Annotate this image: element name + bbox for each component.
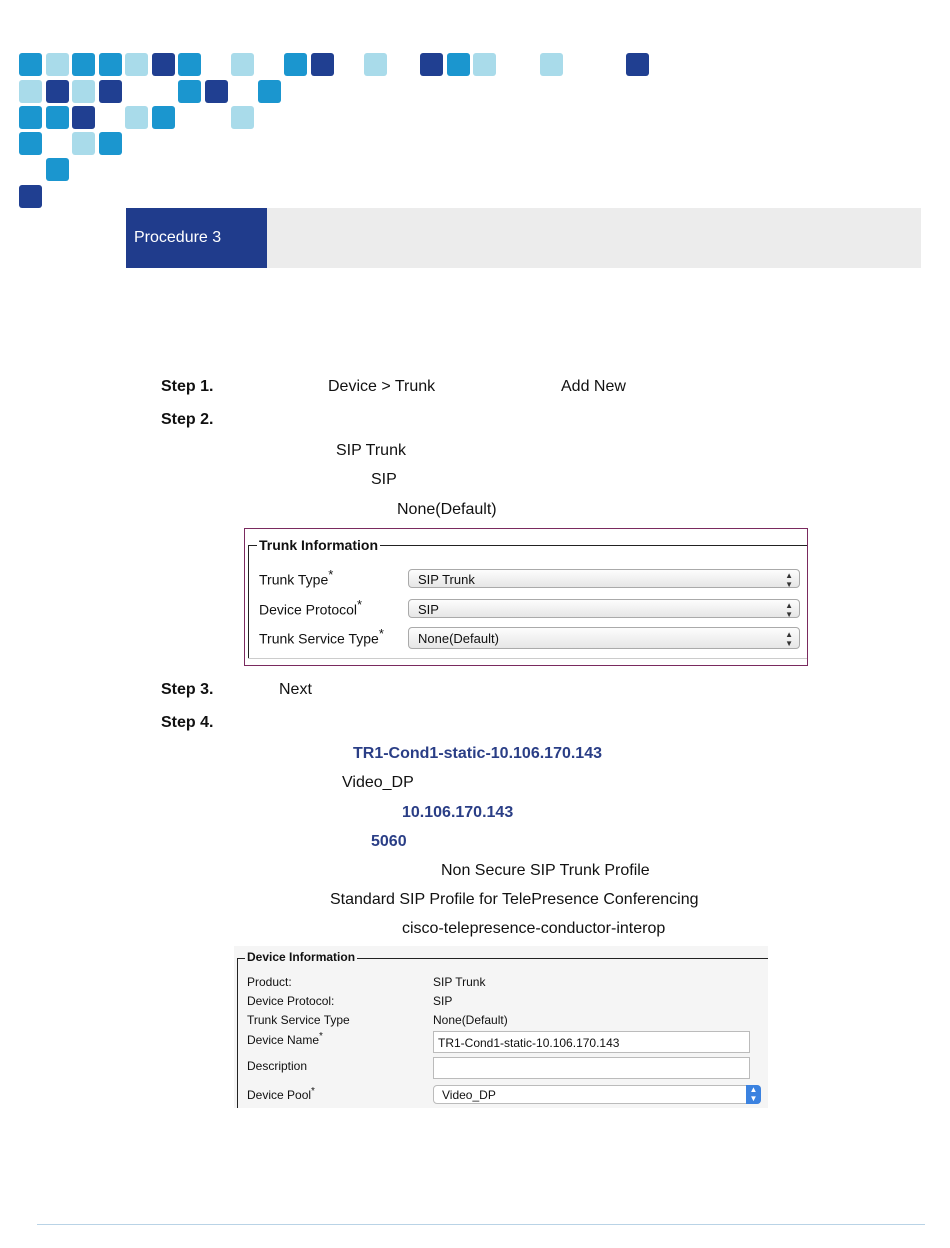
mosaic-square [19, 53, 42, 76]
select-arrows-icon: ▲ ▼ [746, 1085, 761, 1104]
step-number: Step 3. [161, 681, 214, 698]
step-number: Step 2. [161, 411, 214, 428]
mosaic-square [447, 53, 470, 76]
mosaic-square [125, 106, 148, 129]
mosaic-square [178, 80, 201, 103]
mosaic-square [19, 80, 42, 103]
trunk-service-type-select[interactable]: None(Default) ▲ ▼ [408, 627, 800, 649]
destination-port-value: 5060 [371, 833, 407, 850]
mosaic-square [231, 53, 254, 76]
select-arrows-icon: ▲ ▼ [785, 630, 793, 648]
mosaic-square [72, 132, 95, 155]
mosaic-square [231, 106, 254, 129]
description-input[interactable] [433, 1057, 750, 1079]
product-value: SIP Trunk [433, 975, 486, 989]
device-name-value: TR1-Cond1-static-10.106.170.143 [353, 745, 602, 762]
mosaic-square [178, 53, 201, 76]
procedure-label: Procedure 3 [126, 208, 267, 268]
mosaic-square [46, 158, 69, 181]
normalization-script-value: cisco-telepresence-conductor-interop [402, 920, 666, 937]
mosaic-square [46, 80, 69, 103]
mosaic-square [473, 53, 496, 76]
trunk-service-type-label: Trunk Service Type [247, 1013, 350, 1027]
step-number: Step 4. [161, 714, 214, 731]
device-protocol-label: Device Protocol* [259, 597, 363, 618]
mosaic-square [311, 53, 334, 76]
trunk-service-type-value: None(Default) [433, 1013, 508, 1027]
device-pool-value: Video_DP [342, 774, 414, 791]
mosaic-square [540, 53, 563, 76]
trunk-information-panel [244, 528, 808, 666]
device-name-input[interactable]: TR1-Cond1-static-10.106.170.143 [433, 1031, 750, 1053]
mosaic-square [258, 80, 281, 103]
panel-legend: Device Information [247, 950, 356, 964]
mosaic-square [152, 53, 175, 76]
footer-divider [37, 1224, 925, 1225]
step-value-text: None(Default) [397, 501, 497, 518]
trunk-type-select[interactable]: SIP Trunk ▲ ▼ [408, 569, 800, 588]
description-label: Description [247, 1059, 308, 1073]
step-value-text: SIP Trunk [336, 442, 406, 459]
mosaic-square [72, 53, 95, 76]
mosaic-square [99, 132, 122, 155]
select-arrows-icon: ▲ ▼ [785, 601, 793, 619]
mosaic-square [626, 53, 649, 76]
mosaic-square [284, 53, 307, 76]
security-profile-value: Non Secure SIP Trunk Profile [441, 862, 650, 879]
mosaic-square [99, 80, 122, 103]
mosaic-square [46, 53, 69, 76]
menu-path-text: Device > Trunk [328, 378, 436, 395]
panel-legend: Trunk Information [259, 537, 378, 553]
product-label: Product: [247, 975, 292, 989]
mosaic-square [420, 53, 443, 76]
mosaic-square [152, 106, 175, 129]
device-protocol-value: SIP [433, 994, 453, 1008]
mosaic-square [72, 80, 95, 103]
sip-profile-value: Standard SIP Profile for TelePresence Conferencing [330, 891, 699, 908]
next-text: Next [279, 681, 312, 698]
select-arrows-icon: ▲ ▼ [785, 571, 793, 589]
mosaic-square [125, 53, 148, 76]
mosaic-square [364, 53, 387, 76]
device-information-panel [234, 946, 768, 1108]
mosaic-square [19, 132, 42, 155]
device-pool-label: Device Pool* [247, 1086, 315, 1102]
step-value-text: SIP [371, 471, 397, 488]
add-new-text: Add New [561, 378, 626, 395]
trunk-type-label: Trunk Type* [259, 567, 334, 588]
device-protocol-label: Device Protocol: [247, 994, 335, 1008]
device-name-label: Device Name* [247, 1031, 323, 1047]
mosaic-square [19, 185, 42, 208]
destination-address-value: 10.106.170.143 [402, 804, 514, 821]
device-pool-select[interactable]: Video_DP ▲ ▼ [433, 1085, 761, 1104]
mosaic-square [205, 80, 228, 103]
device-protocol-select[interactable]: SIP ▲ ▼ [408, 599, 800, 618]
mosaic-square [72, 106, 95, 129]
trunk-service-type-label: Trunk Service Type* [259, 626, 384, 647]
mosaic-square [46, 106, 69, 129]
mosaic-square [99, 53, 122, 76]
step-number: Step 1. [161, 378, 214, 395]
mosaic-square [19, 106, 42, 129]
